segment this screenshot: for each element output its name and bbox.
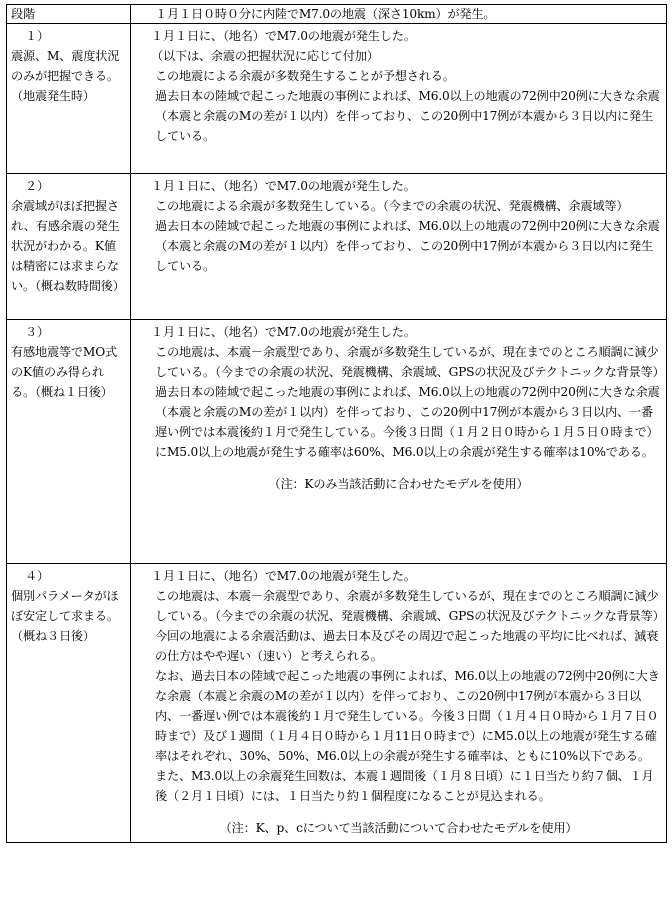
stage-description: 有感地震等でMO式のK値のみ得られる。（概ね１日後）	[11, 345, 117, 399]
announcement-line: この地震は、本震－余震型であり、余震が多数発生しているが、現在までのところ順調に減少している。（今までの余震の状況、発震機構、余震域、GPSの状況及びテクトニックな背景等）	[155, 345, 665, 379]
announcement-line: １月１日に、（地名）でM7.0の地震が発生した。	[151, 569, 416, 583]
stage-cell	[7, 174, 131, 320]
spacer	[135, 462, 662, 472]
announcement-cell	[131, 174, 667, 320]
stage-row-4	[7, 564, 667, 843]
stage-description: 震源、M、震度状況のみが把握できる。（地震発生時）	[11, 49, 120, 103]
stage-number: ２）	[25, 179, 49, 193]
stage-number: ３）	[25, 325, 49, 339]
model-note: （注：Kのみ当該活動に合わせたモデルを使用）	[268, 477, 529, 491]
stage-number: ４）	[25, 569, 49, 583]
event-header-cell	[131, 5, 667, 24]
announcement-cell	[131, 24, 667, 174]
announcement-line: この地震による余震が多数発生している。（今までの余震の状況、発震機構、余震域等）	[155, 199, 629, 213]
stage-description: 個別パラメータがほぼ安定して求まる。（概ね３日後）	[11, 589, 119, 643]
announcement-line: （以下は、余震の把握状況に応じて付加）	[151, 49, 379, 63]
table-header-row	[7, 5, 667, 24]
stage-cell	[7, 564, 131, 843]
model-note: （注：K、p、cについて当該活動について合わせたモデルを使用）	[219, 821, 578, 835]
announcement-line: 過去日本の陸域で起こった地震の事例によれば、M6.0以上の地震の72例中20例に大きな余震（本震と余震のMの差が１以内）を伴っており、この20例中17例が本震から３日以内に発生している。	[155, 219, 660, 273]
announcement-line: また、M3.0以上の余震発生回数は、本震１週間後（１月８日頃）に１日当たり約７個、１月後（２月１日頃）には、１日当たり約１個程度になることが見込まれる。	[155, 769, 654, 803]
announcement-line: １月１日に、（地名）でM7.0の地震が発生した。	[151, 179, 416, 193]
announcement-line: この地震による余震が多数発生することが予想される。	[155, 69, 455, 83]
announcement-line: なお、過去日本の陸域で起こった地震の事例によれば、M6.0以上の地震の72例中20例に大きな余震（本震と余震のMの差が１以内）を伴っており、この20例中17例が本震から３日以内、一番遅い例では本震後約１月で発生している。今後３日間（１月４日０時から１月７日０時まで）及び１週間（１月４日０時から１月11日０時まで）にM5.0以上の地震が発生する確率はそれぞれ、30%、50%、M6.0以上の余震が発生する確率は、ともに10%以下である。	[155, 669, 660, 763]
announcement-line: 過去日本の陸域で起こった地震の事例によれば、M6.0以上の地震の72例中20例に大きな余震（本震と余震のMの差が１以内）を伴っており、この20例中17例が本震から３日以内、一番遅い例では本震後約１月で発生している。今後３日間（１月２日０時から１月５日０時まで）にM5.0以上の地震が発生する確率は60%、M6.0以上の余震が発生する確率は10%である。	[155, 385, 660, 459]
stage-row-3	[7, 320, 667, 564]
announcement-line: １月１日に、（地名）でM7.0の地震が発生した。	[151, 325, 416, 339]
stage-row-1	[7, 24, 667, 174]
stage-number: １）	[25, 29, 49, 43]
stage-cell	[7, 24, 131, 174]
announcement-line: 過去日本の陸域で起こった地震の事例によれば、M6.0以上の地震の72例中20例に大きな余震（本震と余震のMの差が１以内）を伴っており、この20例中17例が本震から３日以内に発生している。	[155, 89, 660, 143]
stage-row-2	[7, 174, 667, 320]
stage-header-cell	[7, 5, 131, 24]
announcement-cell	[131, 320, 667, 564]
stage-cell	[7, 320, 131, 564]
spacer	[135, 806, 662, 816]
event-header-text: １月１日０時０分に内陸でM7.0の地震（深さ10km）が発生。	[155, 7, 496, 21]
announcement-cell	[131, 564, 667, 843]
announcement-line: この地震は、本震－余震型であり、余震が多数発生しているが、現在までのところ順調に減少している。（今までの余震の状況、発震機構、余震域、GPSの状況及びテクトニックな背景等）	[155, 589, 665, 623]
stage-description: 余震域がほぼ把握され、有感余震の発生状況がわかる。K値は精密には求まらない。（概ね数時間後）	[11, 199, 125, 293]
announcement-line: １月１日に、（地名）でM7.0の地震が発生した。	[151, 29, 416, 43]
announcement-line: 今回の地震による余震活動は、過去日本及びその周辺で起こった地震の平均に比べれば、減衰の仕方はやや遅い（速い）と考えられる。	[155, 629, 659, 663]
aftershock-stage-table	[6, 4, 667, 843]
stage-header-label: 段階	[11, 7, 35, 21]
